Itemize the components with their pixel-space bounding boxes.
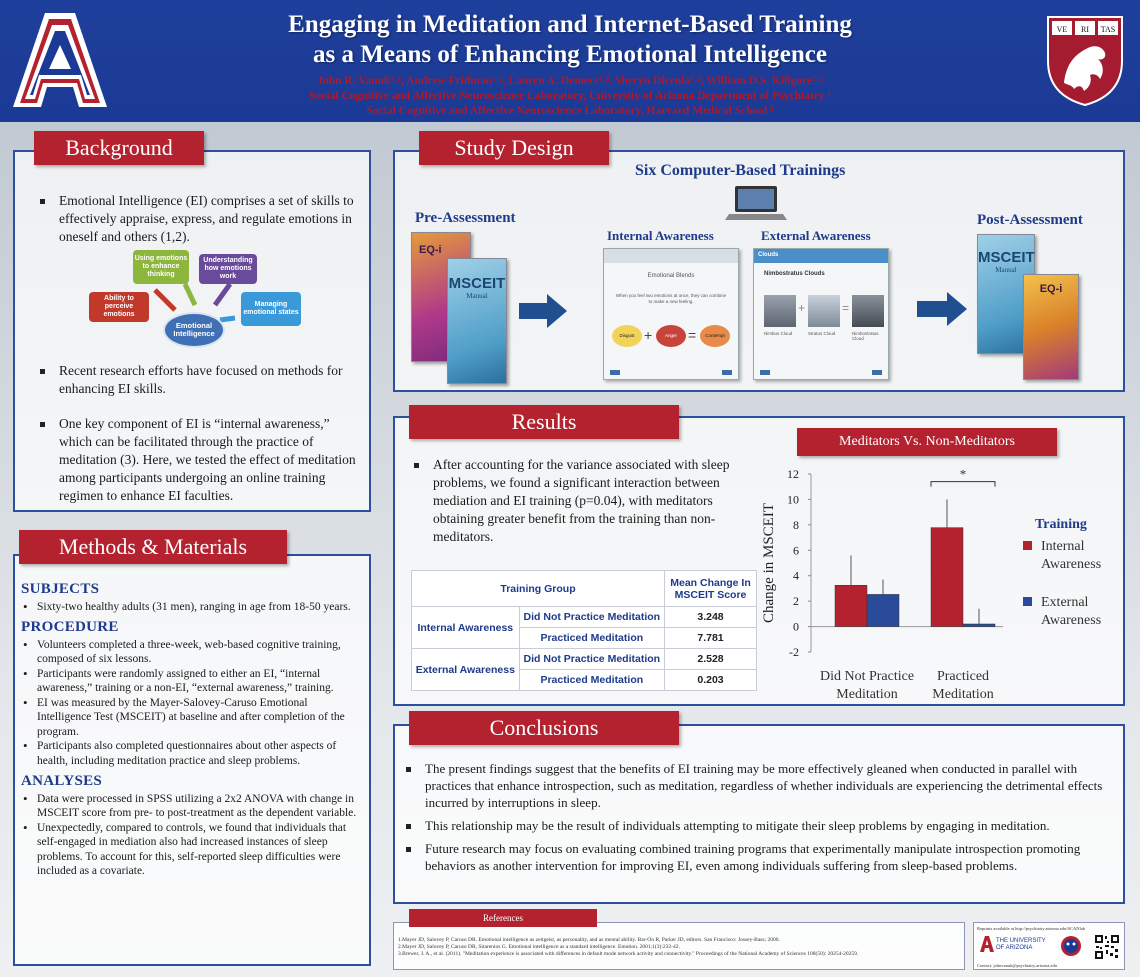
motto-tas: TAS [1100, 25, 1116, 34]
study-design-title: Study Design [419, 131, 609, 165]
legend-label: Internal [1041, 539, 1085, 554]
cloud-label-1: Nimbus Cloud [764, 331, 793, 336]
cloud-label-2: Stratus Cloud [808, 331, 836, 336]
bar-external [963, 624, 995, 627]
ei-diagram [85, 250, 315, 350]
internal-screen-text: When you feel two emotions at once, they can combine to make a new feeling. [615, 293, 727, 304]
post-assessment-label: Post-Assessment [977, 212, 1083, 228]
x-category-label: Practiced [936, 669, 990, 684]
legend-swatch-internal [1023, 541, 1032, 550]
results-table [411, 570, 757, 691]
background-bullet-1: Emotional Intelligence (EI) comprises a set of skills to effectively appraise, express, and regulate emotions in oneself and others (1,2). [37, 192, 361, 246]
ei-node-center: Emotional Intelligence [163, 312, 225, 348]
pre-book-msceit [447, 258, 507, 384]
conclusion-bullet-1: The present findings suggest that the benefits of EI training may be more effectively gleaned when conducted in parallel with practices that enhance introspection, such as meditation, regardless of whether individuals are experiencing the detrimental effects incurred by interruptions in sleep. [403, 760, 1115, 811]
y-tick-label: 0 [793, 619, 799, 634]
emotion-disgust: Disgust [612, 325, 642, 347]
y-tick-label: 6 [793, 543, 799, 558]
internal-awareness-label: Internal Awareness [607, 228, 714, 243]
affiliation-2: Social Cognitive and Affective Neuroscience Laboratory, Harvard Medical School ² [366, 105, 774, 117]
arrow-right-icon [519, 294, 567, 328]
ua-name-line1: THE UNIVERSITY [996, 938, 1046, 944]
y-tick-label: -2 [789, 645, 799, 659]
y-tick-label: 12 [787, 467, 799, 481]
bar-internal [835, 585, 867, 626]
conclusion-bullet-2: This relationship may be the result of individuals attempting to mitigate their sleep problems by engaging in meditation. [403, 817, 1115, 834]
methods-title: Methods & Materials [19, 530, 287, 564]
legend-label: Awareness [1041, 557, 1102, 572]
legend-label: Awareness [1041, 613, 1102, 628]
cloud-photo-1 [764, 295, 796, 327]
x-category-label: Meditation [836, 687, 898, 702]
y-tick-label: 4 [793, 568, 799, 583]
bar-internal [931, 528, 963, 627]
significance-bracket [931, 482, 995, 487]
conclusions-title: Conclusions [409, 711, 679, 745]
table-row-sub: Practiced Meditation [519, 670, 664, 691]
procedure-heading: PROCEDURE [21, 619, 119, 635]
subjects-item: • Sixty-two healthy adults (31 men), ranging in age from 18-50 years. [21, 600, 363, 615]
y-tick-label: 2 [793, 594, 799, 609]
poster-title: Engaging in Meditation and Internet-Based Training as a Means of Enhancing Emotional Intelligence [288, 11, 852, 68]
methods-panel [13, 554, 371, 966]
ei-node-perceive: Ability to perceive emotions [89, 292, 149, 322]
x-category-label: Meditation [932, 687, 994, 702]
pre-book-eqi-label: EQ-i [419, 244, 442, 256]
table-row-value: 0.203 [665, 670, 757, 691]
table-group-internal: Internal Awareness [412, 607, 520, 649]
cloud-photo-3 [852, 295, 884, 327]
conclusions-panel [393, 724, 1125, 904]
procedure-item-2: • Participants were randomly assigned to either an EI, “internal awareness,” training or a non-EI, “external awareness,” training. [21, 667, 363, 696]
analyses-item-2: • Unexpectedly, compared to controls, we found that individuals that self-engaged in mediation also had increased instances of sleep problems. To account for this, self-reported sleep difficulties were included as a covariate. [21, 821, 363, 879]
y-axis-label: Change in MSCEIT [761, 503, 777, 623]
analyses-heading: ANALYSES [21, 773, 103, 789]
equals-icon: = [688, 327, 697, 343]
ua-name-line2: OF ARIZONA [996, 945, 1033, 951]
wildcat-mascot-icon [1060, 934, 1082, 958]
pre-assessment-label: Pre-Assessment [415, 210, 516, 226]
university-of-arizona-logo [13, 11, 107, 109]
cloud-label-3: Nimbostratus Cloud [852, 331, 879, 341]
external-awareness-label: External Awareness [761, 228, 871, 243]
external-screen-header: Clouds [754, 249, 888, 263]
procedure-item-4: • Participants also completed questionnaires about other aspects of health, including meditation practice and sleep problems. [21, 739, 363, 768]
author-list: John R. Vanuk¹˒², Andrew Fridman¹˒², Lauren A. Demers¹˒², Sheryn Dicenla¹˒², William D.S. Killgore¹˒² [317, 75, 823, 87]
post-book-subtitle: Manual [995, 266, 1017, 274]
results-panel [393, 416, 1125, 706]
ei-node-using: Using emotions to enhance thinking [133, 250, 189, 284]
references-title: References [409, 909, 597, 927]
poster-header [0, 0, 1140, 122]
results-text: After accounting for the variance associated with sleep problems, we found a significant interaction between mediation and EI training (p=0.04), with meditators obtaining greater benefit from the training than non-meditators. [411, 456, 731, 546]
motto-ve: VE [1056, 25, 1068, 34]
conclusion-bullet-3: Future research may focus on evaluating combined training programs that experimentally manipulate introspection promoting behaviors as another intervention for improving EI, even among individuals suffering from sleep-based problems. [403, 840, 1115, 874]
plus-icon: + [644, 327, 653, 343]
internal-screen-title: Emotional Blends [647, 273, 695, 279]
internal-awareness-screen [603, 248, 739, 380]
table-row-value: 3.248 [665, 607, 757, 628]
reference-item-1: 1.Mayer JD, Salovey P, Caruso DR. Emotional intelligence as zeitgeist, as personality, and as mental ability. Bar-On R, Parker JD, editors. San Francisco: Jossey-Bass; 2000. [398, 937, 780, 943]
x-category-label: Did Not Practice [819, 669, 915, 684]
references-panel [393, 922, 965, 970]
reprints-text[interactable]: Reprints available at http://psychiatry.arizona.edu/SCANlab [977, 926, 1086, 931]
external-screen-title: Nimbostratus Clouds [764, 271, 825, 277]
background-bullet-2: Recent research efforts have focused on methods for enhancing EI skills. [37, 362, 361, 398]
arrow-right-icon-2 [917, 292, 967, 326]
background-bullet-3: One key component of EI is “internal awareness,” which can be facilitated through the practice of meditation (3). Here, we tested the effect of meditation among participants undergoing an online training regimen to enhance EI faculties. [37, 415, 361, 505]
laptop-icon [725, 184, 787, 222]
reference-item-2: 2.Mayer JD, Salovey P, Caruso DR, Sitarenios G. Emotional intelligence as a standard intelligence. Emotion. 2001;1(3):232-42. [398, 944, 680, 950]
table-row-value: 7.781 [665, 628, 757, 649]
subjects-heading: SUBJECTS [21, 581, 100, 597]
y-tick-label: 8 [793, 517, 799, 532]
legend-title: Training [1035, 517, 1087, 532]
ua-letter: A [60, 107, 61, 108]
table-header-group: Training Group [412, 571, 665, 607]
study-design-panel [393, 150, 1125, 392]
emotion-contempt: Contempt [700, 325, 730, 347]
harvard-shield-logo [1046, 15, 1124, 107]
pre-book-subtitle: Manual [466, 292, 488, 300]
cloud-photo-2 [808, 295, 840, 327]
affiliation-1: Social Cognitive and Affective Neuroscience Laboratory, University of Arizona Department of Psychiatry ¹ [309, 90, 831, 102]
results-bar-chart [759, 460, 1123, 704]
equals-icon-2: = [842, 301, 850, 315]
significance-asterisk: * [959, 466, 967, 482]
background-title: Background [34, 131, 204, 165]
table-row-sub: Did Not Practice Meditation [519, 649, 664, 670]
bar-external [867, 594, 899, 626]
table-row-sub: Practiced Meditation [519, 628, 664, 649]
legend-label: External [1041, 595, 1089, 610]
post-book-title: MSCEIT [978, 249, 1035, 266]
pre-book-title: MSCEIT [448, 275, 506, 292]
plus-icon-2: + [798, 301, 806, 315]
table-row-sub: Did Not Practice Meditation [519, 607, 664, 628]
ua-mini-logo [980, 936, 994, 952]
contact-text[interactable]: Contact: johnvanuk@psychiatry.arizona.edu [977, 963, 1057, 968]
emotion-anger: Anger [656, 325, 686, 347]
post-book-eqi [1023, 274, 1079, 380]
table-group-external: External Awareness [412, 649, 520, 691]
external-awareness-screen [753, 248, 889, 380]
qr-code-icon[interactable] [1094, 934, 1120, 960]
procedure-item-1: • Volunteers completed a three-week, web-based cognitive training, composed of six lessons. [21, 638, 363, 667]
table-row-value: 2.528 [665, 649, 757, 670]
results-title: Results [409, 405, 679, 439]
motto-ri: RI [1081, 25, 1089, 34]
background-panel [13, 150, 371, 512]
ei-node-understanding: Understanding how emotions work [199, 254, 257, 284]
post-book-eqi-title: EQ-i [1039, 283, 1063, 295]
procedure-item-3: • EI was measured by the Mayer-Salovey-Caruso Emotional Intelligence Test (MSCEIT) at baseline and after completion of the program. [21, 696, 363, 740]
reference-item-3: 3.Brewer, J. A., et al. (2011). "Meditation experience is associated with differences in default mode network activity and connectivity." Proceedings of the National Academy of Sciences 108(50): 20254-20259. [398, 951, 859, 957]
ei-node-managing: Managing emotional states [241, 292, 301, 326]
footer-panel [973, 922, 1125, 970]
analyses-item-1: • Data were processed in SPSS utilizing a 2x2 ANOVA with change in MSCEIT score from pre- to post-treatment as the dependent variable. [21, 792, 363, 821]
table-header-score: Mean Change In MSCEIT Score [665, 571, 757, 607]
study-heading: Six Computer-Based Trainings [635, 162, 846, 179]
chart-title: Meditators Vs. Non-Meditators [797, 428, 1057, 456]
legend-swatch-external [1023, 597, 1032, 606]
y-tick-label: 10 [787, 492, 799, 507]
